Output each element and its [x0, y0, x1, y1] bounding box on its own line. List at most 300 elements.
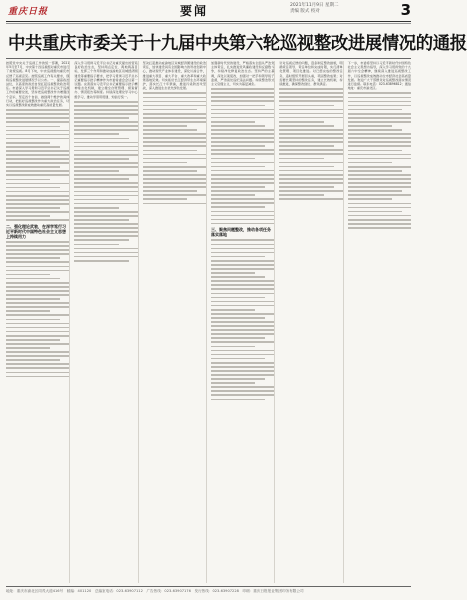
text-line — [74, 199, 128, 201]
text-line — [211, 370, 274, 372]
text-line — [211, 350, 274, 352]
text-line — [74, 252, 137, 254]
text-line — [211, 252, 274, 254]
text-line — [143, 178, 206, 180]
page-number: 3 — [400, 1, 411, 19]
text-line — [279, 190, 342, 192]
text-line — [6, 121, 69, 123]
text-line — [279, 88, 342, 90]
text-lines — [348, 92, 411, 228]
text-line — [211, 297, 265, 299]
text-line — [211, 358, 265, 360]
text-line — [211, 390, 274, 392]
text-line — [6, 319, 60, 321]
text-line — [74, 109, 137, 111]
text-line — [211, 317, 265, 319]
headline-rule — [6, 58, 411, 59]
text-line — [211, 264, 274, 266]
text-line — [348, 154, 411, 156]
column-3 — [143, 61, 207, 583]
column-text: 坚决扛起推动成渝地区双城经济圈建设的政治责任，加快建设具有全国影响力的科技创新中心，推动现代产业体系建设，深化川渝合作，推进重大项目、重大平台、重大改革和重大政策落地见效。切实抓好长江经济带生态环境保护，落实长江十年禁渔，推进污染防治攻坚战，深入推进生态优先绿色发展。 — [142, 61, 206, 91]
text-line — [143, 182, 206, 184]
text-line — [74, 105, 137, 107]
text-lines — [211, 88, 274, 224]
text-line — [211, 109, 274, 111]
text-line — [211, 276, 265, 278]
text-line — [74, 211, 137, 213]
text-line — [74, 231, 137, 233]
text-lines — [279, 88, 342, 200]
text-line — [6, 203, 69, 205]
text-line — [211, 206, 265, 208]
text-line — [6, 183, 69, 185]
text-line — [6, 241, 69, 243]
text-line — [279, 141, 342, 143]
text-line — [6, 335, 69, 337]
footer-rule — [6, 586, 411, 587]
text-line — [348, 133, 411, 135]
text-line — [6, 215, 50, 217]
text-line — [143, 109, 197, 111]
text-line — [348, 141, 411, 143]
text-line — [348, 170, 402, 172]
text-line — [211, 92, 274, 94]
text-line — [143, 141, 206, 143]
text-line — [279, 145, 333, 147]
text-line — [6, 199, 69, 201]
editor-line: 责编 版式 校对 — [290, 9, 320, 14]
text-line — [279, 117, 342, 119]
text-line — [6, 130, 69, 132]
text-line — [74, 223, 137, 225]
text-line — [348, 150, 402, 152]
text-line — [279, 186, 333, 188]
text-line — [211, 105, 265, 107]
text-line — [211, 198, 274, 200]
text-line — [143, 166, 206, 168]
text-line — [74, 195, 137, 197]
text-line — [211, 215, 274, 217]
text-line — [6, 302, 69, 304]
text-line — [211, 394, 274, 396]
text-line — [6, 126, 60, 128]
text-line — [211, 293, 274, 295]
text-line — [6, 191, 69, 193]
text-line — [211, 162, 274, 164]
text-line — [6, 249, 69, 251]
text-line — [211, 170, 274, 172]
text-line — [211, 194, 255, 196]
masthead — [0, 0, 417, 22]
text-line — [6, 174, 69, 176]
text-line — [6, 154, 69, 156]
text-line — [6, 211, 69, 213]
text-line — [279, 96, 342, 98]
text-line — [279, 194, 323, 196]
text-line — [348, 166, 411, 168]
text-line — [211, 399, 265, 401]
text-line — [74, 154, 137, 156]
text-line — [279, 166, 333, 168]
text-line — [74, 138, 128, 140]
text-line — [211, 354, 274, 356]
text-line — [6, 134, 69, 136]
text-line — [74, 129, 137, 131]
text-line — [348, 227, 411, 229]
text-line — [348, 219, 411, 221]
text-line — [279, 198, 342, 200]
text-line — [211, 113, 274, 115]
column-text: 加强新时代党的建设，严格落实全面从严治党主体责任，扎实推进党风廉政建设和反腐败斗争，持续净化修复政治生态。坚持严的主基调，深化以案促改，加强对一把手和领导班子监督，严肃查处违纪违法问题。持续整治形式主义官僚主义，切实为基层减负。 — [210, 61, 275, 87]
text-line — [143, 92, 206, 94]
text-line — [211, 219, 274, 221]
text-line — [211, 346, 255, 348]
text-line — [6, 343, 69, 345]
text-line — [6, 195, 69, 197]
text-line — [211, 96, 274, 98]
text-line — [6, 351, 69, 353]
text-line — [211, 366, 274, 368]
text-line — [74, 117, 128, 119]
masthead-rule-thin — [6, 23, 411, 24]
text-line — [6, 298, 60, 300]
text-line — [74, 125, 137, 127]
text-line — [348, 109, 402, 111]
text-line — [348, 125, 392, 127]
text-line — [348, 194, 411, 196]
text-line — [74, 133, 118, 135]
text-line — [143, 150, 197, 152]
text-line — [211, 337, 265, 339]
text-line — [143, 158, 206, 160]
text-line — [6, 150, 69, 152]
text-line — [211, 100, 274, 102]
text-line — [74, 203, 137, 205]
text-line — [211, 174, 274, 176]
text-line — [348, 178, 411, 180]
text-line — [6, 306, 69, 308]
text-line — [6, 117, 69, 119]
text-line — [211, 211, 274, 213]
text-line — [279, 109, 342, 111]
text-line — [211, 333, 274, 335]
column-text: 深入学习贯彻习近平总书记对重庆提出的营造良好政治生态，坚持两点定位、两地两高目标，发挥三个作用和推动成渝地区双城经济圈建设等重要指示要求，把学习贯彻习近平总书记重要指示批示精神作为市委常委会会议第一议题。完善落实习近平总书记重要指示批示精神常态化机制，建立健全台账管理、督查督办、情况报告等制度。持续深化理论学习中心组学习，推动学思用贯通、知信行统一。 — [74, 61, 138, 99]
text-line — [143, 203, 206, 205]
text-line — [74, 215, 137, 217]
text-line — [211, 153, 274, 155]
text-line — [211, 301, 274, 303]
text-line — [74, 178, 128, 180]
text-line — [211, 239, 274, 241]
text-line — [6, 162, 69, 164]
text-line — [6, 367, 69, 369]
text-line — [143, 133, 206, 135]
text-line — [211, 190, 274, 192]
column-4 — [211, 61, 275, 583]
text-line — [74, 174, 137, 176]
newspaper-logo: 重庆日报 — [8, 7, 49, 17]
text-line — [74, 182, 137, 184]
text-line — [6, 286, 69, 288]
text-line — [211, 260, 274, 262]
text-line — [348, 207, 411, 209]
text-line — [74, 162, 137, 164]
text-line — [348, 105, 411, 107]
text-line — [74, 170, 118, 172]
text-line — [6, 294, 69, 296]
text-line — [143, 194, 206, 196]
text-line — [211, 382, 255, 384]
text-line — [74, 146, 137, 148]
text-line — [211, 166, 265, 168]
text-line — [6, 166, 60, 168]
text-line — [348, 117, 411, 119]
text-line — [6, 146, 60, 148]
text-line — [348, 97, 411, 99]
text-line — [6, 347, 50, 349]
text-line — [143, 174, 206, 176]
text-line — [211, 202, 274, 204]
text-line — [6, 372, 69, 374]
text-line — [143, 125, 187, 127]
text-line — [211, 125, 265, 127]
text-line — [74, 113, 137, 115]
text-line — [6, 170, 69, 172]
section-title: 要闻 — [180, 4, 209, 18]
text-line — [6, 158, 69, 160]
text-line — [211, 309, 255, 311]
text-line — [211, 117, 274, 119]
text-line — [74, 158, 128, 160]
text-line — [6, 261, 69, 263]
text-lines — [143, 92, 206, 204]
text-line — [279, 162, 342, 164]
text-line — [211, 362, 274, 364]
text-line — [74, 207, 118, 209]
text-line — [6, 113, 69, 115]
text-line — [211, 256, 265, 258]
text-line — [211, 145, 265, 147]
text-line — [348, 158, 411, 160]
text-line — [348, 113, 411, 115]
text-line — [211, 321, 274, 323]
text-line — [348, 92, 411, 94]
text-line — [211, 186, 265, 188]
text-line — [143, 145, 206, 147]
text-lines — [6, 109, 69, 221]
text-line — [211, 284, 274, 286]
footer-info: 地址：重庆市渝北区同茂大道416号 邮编：401120 总编室电话：023-63907112 广告热线：023-63907176 发行热线：023-63907228 印刷：重庆日报报业集团印务有限公司 — [6, 589, 304, 593]
text-line — [74, 142, 137, 144]
text-line — [211, 137, 274, 139]
text-line — [6, 257, 60, 259]
text-line — [348, 215, 411, 217]
text-line — [211, 313, 274, 315]
text-line — [348, 174, 411, 176]
text-line — [143, 137, 206, 139]
text-line — [6, 376, 69, 378]
text-line — [348, 101, 411, 103]
text-line — [143, 129, 197, 131]
text-line — [348, 121, 411, 123]
text-line — [6, 219, 69, 221]
text-line — [211, 378, 265, 380]
text-line — [211, 374, 274, 376]
text-line — [143, 170, 197, 172]
column-text: 下一步，市委将坚持以习近平新时代中国特色社会主义思想为指导，深入学习贯彻党的十九届六中全会精神，继续深入推进巡视整改工作，以巡视整改成效推动全市经济社会高质量发展。欢迎广大干部群众对巡视整改落实情况进行监督。联系电话：023-63896812；通信地址：重庆市渝北区。 — [347, 61, 411, 91]
text-line — [348, 145, 411, 147]
text-line — [6, 314, 69, 316]
text-line — [6, 266, 69, 268]
text-line — [211, 248, 274, 250]
text-line — [279, 149, 342, 151]
text-line — [6, 274, 50, 276]
text-line — [279, 125, 333, 127]
text-line — [348, 203, 411, 205]
text-line — [211, 129, 274, 131]
text-line — [211, 329, 274, 331]
text-line — [143, 190, 197, 192]
text-line — [74, 244, 118, 246]
text-line — [211, 244, 274, 246]
text-line — [6, 339, 60, 341]
text-line — [279, 174, 342, 176]
text-line — [211, 223, 274, 225]
text-line — [279, 133, 342, 135]
text-line — [279, 158, 323, 160]
text-line — [279, 129, 342, 131]
text-line — [279, 113, 342, 115]
text-line — [74, 186, 137, 188]
text-line — [6, 207, 60, 209]
text-line — [143, 105, 206, 107]
text-line — [74, 239, 128, 241]
text-line — [211, 288, 274, 290]
text-line — [211, 268, 274, 270]
text-line — [74, 219, 128, 221]
text-line — [74, 227, 137, 229]
text-line — [6, 323, 69, 325]
text-line — [348, 182, 411, 184]
section-subhead: 三、聚焦问题整改，推动各项任务落实落地 — [210, 227, 271, 238]
text-line — [6, 142, 50, 144]
text-line — [6, 331, 69, 333]
masthead-rule — [6, 21, 411, 22]
text-line — [143, 121, 206, 123]
text-line — [211, 305, 274, 307]
text-line — [143, 101, 206, 103]
text-line — [348, 223, 411, 225]
text-line — [279, 137, 342, 139]
text-line — [211, 133, 274, 135]
text-line — [279, 105, 333, 107]
text-line — [143, 154, 206, 156]
text-line — [211, 141, 274, 143]
text-line — [211, 88, 274, 90]
text-line — [6, 359, 60, 361]
text-line — [279, 170, 342, 172]
text-line — [6, 290, 69, 292]
text-line — [279, 182, 342, 184]
text-line — [348, 137, 411, 139]
text-line — [6, 310, 50, 312]
text-line — [279, 178, 342, 180]
column-1 — [6, 61, 70, 583]
text-line — [6, 245, 69, 247]
text-line — [211, 121, 255, 123]
text-lines — [6, 241, 69, 377]
text-line — [211, 178, 274, 180]
text-line — [143, 97, 206, 99]
text-line — [348, 162, 392, 164]
text-line — [348, 129, 402, 131]
text-line — [348, 211, 402, 213]
text-line — [348, 190, 402, 192]
date-line: 2021年11月9日 星期二 — [290, 3, 339, 8]
text-line — [279, 153, 342, 155]
text-line — [279, 92, 342, 94]
text-line — [74, 166, 137, 168]
text-line — [211, 325, 274, 327]
text-line — [211, 386, 274, 388]
text-line — [74, 260, 128, 262]
column-text: 按照党中央关于巡视工作的统一部署，2021年5月至7月，中央第十四巡视组对重庆市进行了常规巡视。8月下旬，中央巡视组向重庆市反馈了巡视意见。按照巡视工作有关要求，现将巡视整改进展情况予以公布。一、提高政治站位，以高度的政治自觉扛起巡视整改政治责任。市委深入学习贯彻习近平总书记关于巡视工作的重要论述，坚持把巡视整改作为增强四个意识、坚定四个自信、做到两个维护的具体行动，把抓好巡视整改作为重大政治任务，切实以巡视整改新成效推动重庆高质量发展。 — [6, 61, 70, 108]
text-line — [6, 253, 69, 255]
text-line — [348, 186, 411, 188]
column-text: 针对巡视反馈的问题，逐条制定整改措施，明确责任领导、责任单位和完成时限，实行清单化管理、项目化推进。对已经完成的整改任务，适时组织开展回头看，巩固整改成果；对需要长期坚持的整改任务，建立长效机制，持续推进，确保整改到位、群众满意。 — [279, 61, 343, 87]
column-2 — [74, 61, 138, 583]
text-line — [348, 198, 392, 200]
headline: 中共重庆市委关于十九届中央第六轮巡视整改进展情况的通报 — [8, 34, 467, 54]
text-line — [211, 280, 274, 282]
text-line — [143, 198, 187, 200]
text-line — [211, 149, 274, 151]
text-line — [74, 235, 137, 237]
text-line — [6, 282, 69, 284]
text-line — [6, 355, 69, 357]
text-line — [211, 272, 255, 274]
text-line — [211, 341, 274, 343]
text-line — [279, 100, 342, 102]
text-line — [143, 117, 206, 119]
text-line — [143, 113, 206, 115]
text-line — [74, 256, 137, 258]
text-line — [6, 109, 69, 111]
text-line — [6, 363, 69, 365]
text-line — [74, 101, 137, 103]
text-lines — [211, 239, 274, 400]
article-body — [6, 61, 411, 583]
text-line — [6, 138, 69, 140]
section-subhead: 二、强化理论武装，在深学笃行习近平新时代中国特色社会主义思想上持续用力 — [6, 224, 66, 240]
text-line — [74, 191, 137, 193]
text-line — [6, 327, 69, 329]
text-line — [74, 248, 137, 250]
column-6 — [348, 61, 411, 583]
text-line — [6, 278, 60, 280]
text-line — [211, 182, 274, 184]
text-lines — [74, 101, 137, 262]
text-line — [143, 162, 187, 164]
text-line — [74, 121, 137, 123]
text-line — [143, 186, 206, 188]
text-line — [6, 187, 60, 189]
column-5 — [279, 61, 343, 583]
text-line — [74, 150, 137, 152]
date-info — [290, 3, 338, 15]
text-line — [211, 158, 255, 160]
text-line — [6, 270, 69, 272]
